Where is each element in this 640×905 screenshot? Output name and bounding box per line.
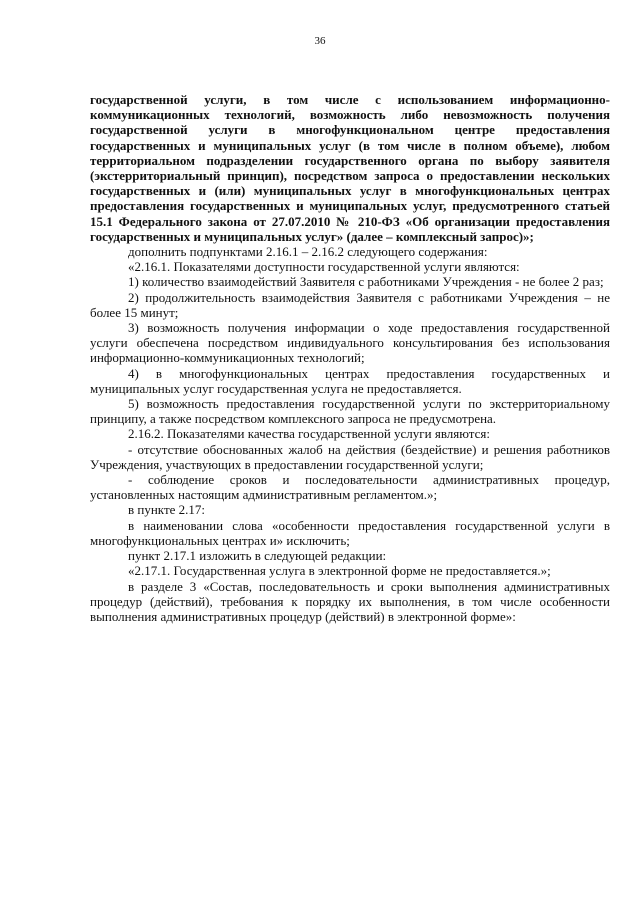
paragraph: «2.17.1. Государственная услуга в электронной форме не предоставляется.»; — [128, 563, 551, 579]
paragraph: - отсутствие обоснованных жалоб на действия (бездействие) и решения работников Учреждения, участвующих в предоставлении государственной услуги; — [90, 441, 610, 472]
paragraph: 2.16.2. Показателями качества государственной услуги являются: — [128, 426, 490, 442]
paragraph: в разделе 3 «Состав, последовательность и сроки выполнения административных процедур (действий), требования к порядку их выполнения, в том числе особенности выполнения административных процедур (действий) в электронной форме»: — [90, 578, 610, 624]
paragraph: дополнить подпунктами 2.16.1 – 2.16.2 следующего содержания: — [128, 244, 488, 260]
paragraph: 5) возможность предоставления государственной услуги по экстерриториальному принципу, а также посредством комплексного запроса не предусмотрена. — [90, 396, 610, 427]
document-body — [90, 92, 610, 624]
paragraph: «2.16.1. Показателями доступности государственной услуги являются: — [128, 259, 520, 275]
paragraph: 4) в многофункциональных центрах предоставления государственных и муниципальных услуг государственная услуга не предоставляется. — [90, 365, 610, 396]
paragraph: 3) возможность получения информации о ходе предоставления государственной услуги обеспечена посредством индивидуального консультирования без использования информационно-коммуникационных технологий; — [90, 320, 610, 366]
paragraph: 2) продолжительность взаимодействия Заявителя с работниками Учреждения – не более 15 минут; — [90, 289, 610, 320]
paragraph: 1) количество взаимодействий Заявителя с работниками Учреждения - не более 2 раз; — [128, 274, 604, 290]
paragraph: в наименовании слова «особенности предоставления государственной услуги в многофункциональных центрах и» исключить; — [90, 517, 610, 548]
paragraph: - соблюдение сроков и последовательности административных процедур, установленных настоящим административным регламентом.»; — [90, 472, 610, 503]
paragraph: государственной услуги, в том числе с использованием информационно-коммуникационных технологий, возможность либо невозможность получения государственной услуги в многофункциональном центре предоставления государственных и муниципальных услуг (в том числе в полном объеме), любом территориальном подразделении государственного органа по выбору заявителя (экстерриториальный принцип), посредством запроса о предоставлении нескольких государственных и (или) муниципальных услуг в многофункциональных центрах предоставления государственных и муниципальных услуг, предусмотренного статьей 15.1 Федерального закона от 27.07.2010 № 210-ФЗ «Об организации предоставления государственных и муниципальных услуг» (далее – комплексный запрос)»; — [90, 92, 610, 244]
paragraph: в пункте 2.17: — [128, 502, 206, 518]
page-number: 36 — [314, 35, 326, 47]
paragraph: пункт 2.17.1 изложить в следующей редакции: — [128, 548, 387, 564]
